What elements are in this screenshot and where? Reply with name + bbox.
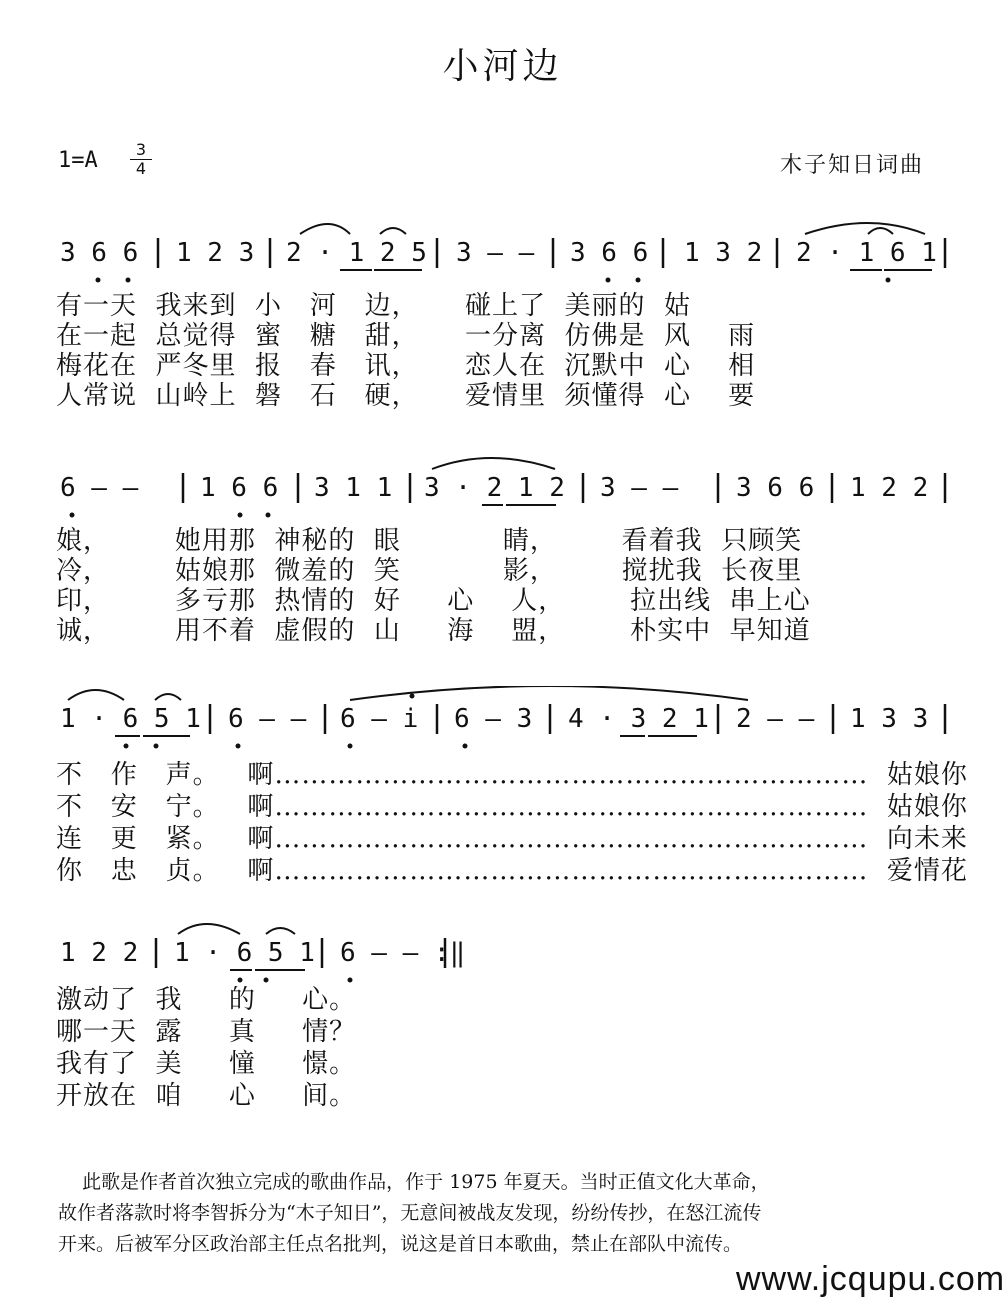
time-signature-bottom: 4 [135,159,147,178]
score-row-2 [0,455,1005,655]
lyric-verse-3: 连 更 紧。 啊………………………………………………………… 向未来 [56,824,968,854]
time-signature [130,142,152,177]
measure: 1 3 3 [850,704,929,734]
measure: 1 · 6 5 1 [174,938,315,968]
measure: 6 – – [228,704,307,734]
measure: 1 6 6 [200,473,279,503]
watermark: www.jcqupu.com [736,1260,1005,1298]
measure: 1 2 3 [176,238,255,268]
lyric-verse-3: 印， 多亏那 热情的 好 心 人， 拉出线 串上心 [56,586,811,616]
measure: 3 6 6 [736,473,815,503]
lyric-verse-2: 不 安 宁。 啊………………………………………………………… 姑娘你 [56,792,968,822]
key-signature: 1=A [58,148,98,173]
measure: 1 3 2 [684,238,763,268]
lyric-verse-3: 梅花在 严冬里 报 春 讯， 恋人在 沉默中 心 相 [56,351,756,381]
lyric-verse-3: 我有了 美 憧 憬。 [56,1049,357,1079]
measure: 1 2 2 [850,473,929,503]
lyric-verse-4: 人常说 山岭上 磐 石 硬， 爱情里 须懂得 心 要 [56,381,756,411]
description-line-1: 此歌是作者首次独立完成的歌曲作品，作于 1975 年夏天。当时正值文化大革命， [58,1171,770,1193]
time-signature-top: 3 [135,140,147,159]
score-row-4-marks [0,920,1005,990]
lyric-verse-4: 你 忠 贞。 啊………………………………………………………… 爱情花 [56,856,968,886]
measure: 4 · 3 2 1 [568,704,709,734]
measure: 6 – – [60,473,139,503]
measure: 1 · 6 5 1 [60,704,201,734]
measure: 3 – – [600,473,679,503]
measure: 3 6 6 [570,238,649,268]
lyric-verse-2: 在一起 总觉得 蜜 糖 甜， 一分离 仿佛是 风 雨 [56,321,756,351]
lyric-verse-1: 不 作 声。 啊………………………………………………………… 姑娘你 [56,760,968,790]
song-description [58,1167,978,1260]
lyric-verse-4: 诚， 用不着 虚假的 山 海 盟， 朴实中 早知道 [56,616,811,646]
song-author: 木子知日词曲 [780,153,925,178]
score-row-3 [0,686,1005,886]
description-line-2: 故作者落款时将李智拆分为“木子知日”，无意间被战友发现，纷纷传抄，在怒江流传 [58,1202,762,1224]
lyric-verse-2: 冷， 姑娘那 微羞的 笑 影， 搅扰我 长夜里 [56,556,803,586]
lyric-verse-1: 娘， 她用那 神秘的 眼 睛， 看着我 只顾笑 [56,526,803,556]
score-row-4 [0,920,1005,1120]
lyric-verse-2: 哪一天 露 真 情？ [56,1017,357,1047]
score-row-1 [0,220,1005,420]
measure: 2 – – [736,704,815,734]
measure: 6 – – :‖ [340,938,466,968]
measure: 3 – – [456,238,535,268]
measure: 6 – 3 [454,704,533,734]
description-line-3: 开来。后被军分区政治部主任点名批判，说这是首日本歌曲，禁止在部队中流传。 [58,1233,743,1255]
measure: 3 6 6 [60,238,139,268]
measure: 3 1 1 [314,473,393,503]
measure: 2 · 1 6 1 [796,238,937,268]
lyric-verse-1: 激动了 我 的 心。 [56,985,357,1015]
lyric-verse-1: 有一天 我来到 小 河 边， 碰上了 美丽的 姑 [56,291,692,321]
measure: 6 – i [340,704,419,734]
lyric-verse-4: 开放在 咱 心 间。 [56,1081,357,1111]
measure: 3 · 2 1 2 [424,473,565,503]
measure: 2 · 1 2 5 [286,238,427,268]
song-title: 小河边 [442,46,563,87]
measure: 1 2 2 [60,938,139,968]
